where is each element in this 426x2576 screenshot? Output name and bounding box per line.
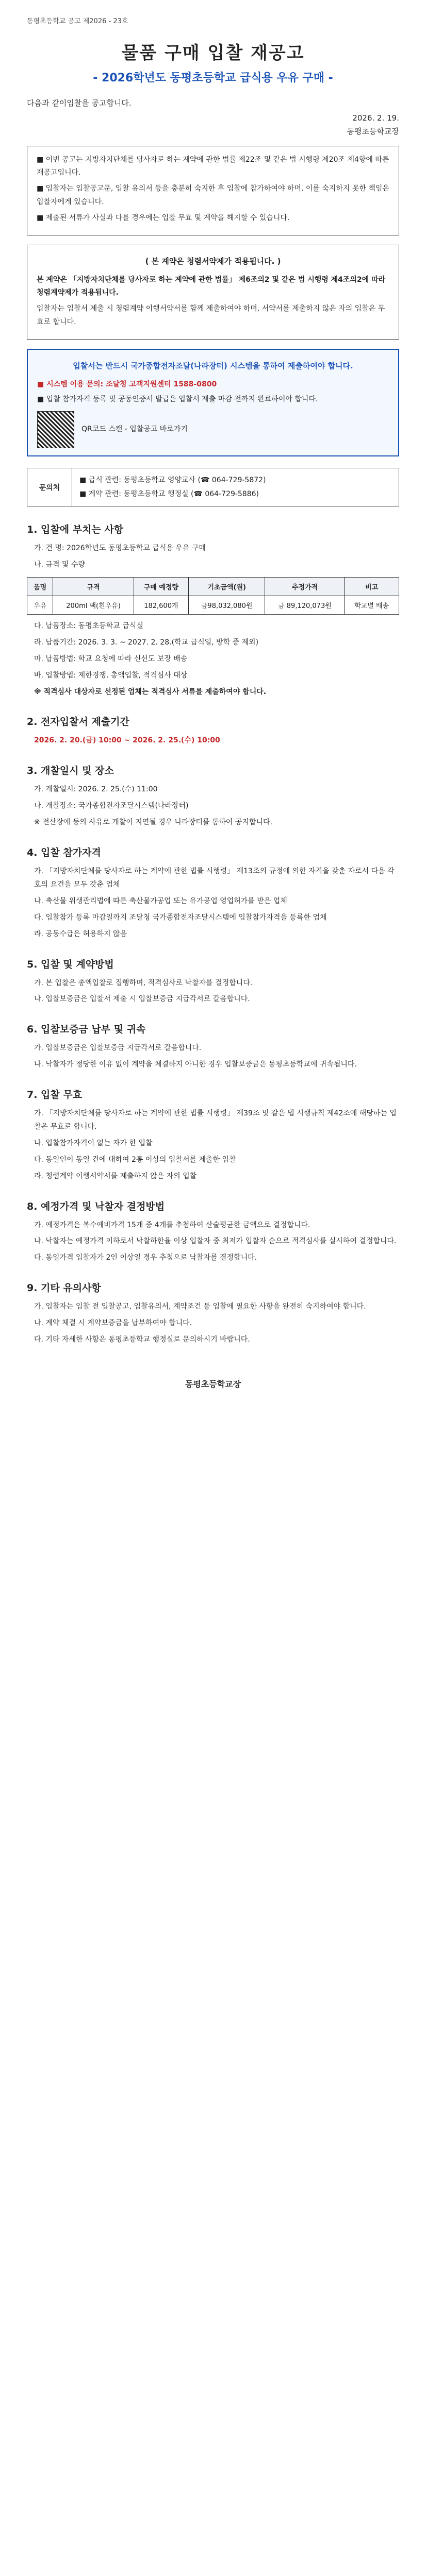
- s5-line: 가. 본 입찰은 총액입찰로 집행하며, 적격심사로 낙찰자를 결정합니다.: [34, 978, 253, 987]
- qr-row: [37, 411, 389, 448]
- section-9-head: 9. 기타 유의사항: [27, 1282, 101, 1294]
- contact-lines: [72, 468, 399, 506]
- s4-line: 다. 입찰참가 등록 마감일까지 조달청 국가종합전자조달시스템에 입찰참가자격을 등록한 업체: [34, 913, 327, 922]
- table-cell: 금98,032,080원: [188, 596, 265, 615]
- section-1-head: 1. 입찰에 부치는 사항: [27, 524, 124, 536]
- notice-date: 2026. 2. 19.: [352, 113, 399, 123]
- bid-rule-head: ( 본 계약은 청렴서약제가 적용됩니다. ): [145, 256, 281, 266]
- s1-line: 가. 건 명: 2026학년도 동평초등학교 급식용 우유 구매: [34, 544, 206, 553]
- s1-note: 라. 납품기간: 2026. 3. 3. ~ 2027. 2. 28.(학교 급식일, 방학 중 제외): [34, 638, 259, 647]
- s2-line: 2026. 2. 20.(금) 10:00 ~ 2026. 2. 25.(수) 10:00: [34, 736, 220, 745]
- intro-line: ■ 제출된 서류가 사실과 다를 경우에는 입찰 무효 및 계약을 해지할 수 있습니다.: [37, 213, 290, 222]
- qr-caption: QR코드 스캔 - 입찰공고 바로가기: [81, 425, 188, 434]
- g2b-head: 입찰서는 반드시 국가종합전자조달(나라장터) 시스템을 통하여 제출하여야 합니다.: [73, 361, 353, 370]
- contact-box: [27, 468, 399, 506]
- section-4-head: 4. 입찰 참가자격: [27, 847, 101, 859]
- table-header: 구매 예정량: [134, 578, 188, 596]
- s4-line: 나. 축산물 위생관리법에 따른 축산물가공업 또는 유가공업 영업허가를 받은 업체: [34, 896, 287, 905]
- s3-line: 나. 개찰장소: 국가종합전자조달시스템(나라장터): [34, 802, 189, 810]
- intro-line: ■ 입찰자는 입찰공고문, 입찰 유의서 등을 충분히 숙지한 후 입찰에 참가하여야 하며, 이를 숙지하지 못한 책임은 입찰자에게 있습니다.: [37, 184, 389, 206]
- s4-line: 가. 「지방자치단체를 당사자로 하는 계약에 관한 법률 시행령」 제13조의 규정에 의한 자격을 갖춘 자로서 다음 각 호의 요건을 모두 갖춘 업체: [34, 867, 395, 889]
- section-5: [27, 957, 399, 1007]
- notice-subtitle: - 2026학년도 동평초등학교 급식용 우유 구매 -: [93, 72, 333, 84]
- section-2: [27, 714, 399, 748]
- table-cell: 182,600개: [134, 596, 188, 615]
- section-4: [27, 845, 399, 941]
- section-8-head: 8. 예정가격 및 낙찰자 결정방법: [27, 1200, 165, 1212]
- s9-line: 가. 입찰자는 입찰 전 입찰공고, 입찰유의서, 계약조건 등 입찰에 필요한 사항을 완전히 숙지하여야 합니다.: [34, 1302, 366, 1311]
- table-header: 비고: [345, 578, 399, 596]
- intro-box: [27, 146, 399, 235]
- section-9: [27, 1280, 399, 1347]
- section-7: [27, 1087, 399, 1183]
- s1-note: 마. 납품방법: 학교 요청에 따라 신선도 보장 배송: [34, 654, 188, 663]
- table-row: [27, 596, 399, 615]
- notice-title: 물품 구매 입찰 재공고: [121, 43, 305, 63]
- bid-rule-line: 본 계약은 「지방자치단체를 당사자로 하는 계약에 관한 법률」 제6조의2 및 같은 법 시행령 제4조의2에 따라 청렴계약제가 적용됩니다.: [37, 275, 386, 297]
- s7-line: 다. 동일인이 동일 건에 대하여 2통 이상의 입찰서를 제출한 입찰: [34, 1155, 236, 1164]
- contact-line: ■ 급식 관련: 동평초등학교 영양교사 (☎ 064-729-5872): [79, 476, 266, 485]
- s9-line: 나. 계약 체결 시 계약보증금을 납부하여야 합니다.: [34, 1319, 192, 1328]
- s8-line: 가. 예정가격은 복수예비가격 15개 중 4개를 추첨하여 산술평균한 금액으로 결정합니다.: [34, 1221, 310, 1229]
- bid-rule-box: [27, 245, 399, 340]
- section-5-head: 5. 입찰 및 계약방법: [27, 958, 114, 970]
- s7-line: 가. 「지방자치단체를 당사자로 하는 계약에 관한 법률 시행령」 제39조 및 같은 법 시행규칙 제42조에 해당하는 입찰은 무효로 합니다.: [34, 1109, 397, 1131]
- g2b-box: [27, 349, 399, 456]
- intro-line: ■ 이번 공고는 지방자치단체를 당사자로 하는 계약에 관한 법률 제22조 및 같은 법 시행령 제20조 제4항에 따른 재공고입니다.: [37, 156, 389, 177]
- g2b-line: ■ 시스템 이용 문의: 조달청 고객지원센터 1588-0800: [37, 380, 217, 388]
- table-cell: 우유: [27, 596, 53, 615]
- table-cell: 학교별 배송: [345, 596, 399, 615]
- s6-line: 나. 낙찰자가 정당한 이유 없이 계약을 체결하지 아니한 경우 입찰보증금은 동평초등학교에 귀속됩니다.: [34, 1060, 357, 1069]
- doc-number: 동평초등학교 공고 제2026 - 23호: [27, 18, 128, 25]
- s5-line: 나. 입찰보증금은 입찰서 제출 시 입찰보증금 지급각서로 갈음합니다.: [34, 995, 250, 1004]
- bid-rule-line: 입찰자는 입찰서 제출 시 청렴계약 이행서약서를 함께 제출하여야 하며, 서약서를 제출하지 않은 자의 입찰은 무효로 합니다.: [37, 304, 385, 326]
- section-8: [27, 1199, 399, 1265]
- s8-line: 다. 동일가격 입찰자가 2인 이상일 경우 추첨으로 낙찰자를 결정합니다.: [34, 1253, 257, 1262]
- table-header: 추정가격: [265, 578, 345, 596]
- s7-line: 나. 입찰참가자격이 없는 자가 한 입찰: [34, 1139, 153, 1147]
- section-2-head: 2. 전자입찰서 제출기간: [27, 716, 129, 728]
- contact-line: ■ 계약 관련: 동평초등학교 행정실 (☎ 064-729-5886): [79, 489, 259, 498]
- s1-note: ※ 적격심사 대상자로 선정된 업체는 적격심사 서류를 제출하여야 합니다.: [34, 687, 267, 696]
- s6-line: 가. 입찰보증금은 입찰보증금 지급각서로 갈음합니다.: [34, 1044, 202, 1053]
- s3-line: 가. 개찰일시: 2026. 2. 25.(수) 11:00: [34, 785, 158, 794]
- lead-text: 다음과 같이입찰을 공고합니다.: [27, 98, 132, 108]
- table-header: 규격: [53, 578, 134, 596]
- table-header: 기초금액(원): [188, 578, 265, 596]
- table-cell: 200ml 팩(흰우유): [53, 596, 134, 615]
- g2b-line: ■ 입찰 참가자격 등록 및 공동인증서 발급은 입찰서 제출 마감 전까지 완료하여야 합니다.: [37, 395, 318, 403]
- table-header: 품명: [27, 578, 53, 596]
- s1-line: 나. 규격 및 수량: [34, 561, 85, 569]
- section-3: [27, 763, 399, 829]
- s8-line: 나. 낙찰자는 예정가격 이하로서 낙찰하한율 이상 입찰자 중 최저가 입찰자 순으로 적격심사를 실시하여 결정합니다.: [34, 1237, 397, 1246]
- s3-line: ※ 전산장애 등의 사유로 개찰이 지연될 경우 나라장터를 통하여 공지합니다.: [34, 818, 272, 827]
- s1-note: 바. 입찰방법: 제한경쟁, 총액입찰, 적격심사 대상: [34, 671, 188, 680]
- s7-line: 라. 청렴계약 이행서약서를 제출하지 않은 자의 입찰: [34, 1172, 197, 1180]
- item-table: [27, 577, 399, 615]
- notice-org: 동평초등학교장: [347, 127, 399, 136]
- section-7-head: 7. 입찰 무효: [27, 1089, 83, 1101]
- signature: 동평초등학교장: [185, 1379, 241, 1389]
- qr-code-icon[interactable]: [37, 411, 74, 448]
- s4-line: 라. 공동수급은 허용하지 않음: [34, 929, 127, 938]
- contact-label: 문의처: [27, 468, 72, 506]
- s1-note: 다. 납품장소: 동평초등학교 급식실: [34, 622, 143, 631]
- table-cell: 금 89,120,073원: [265, 596, 345, 615]
- section-6-head: 6. 입찰보증금 납부 및 귀속: [27, 1024, 146, 1036]
- section-6: [27, 1022, 399, 1072]
- section-1: [27, 522, 399, 699]
- s9-line: 다. 기타 자세한 사항은 동평초등학교 행정실로 문의하시기 바랍니다.: [34, 1335, 250, 1344]
- section-3-head: 3. 개찰일시 및 장소: [27, 765, 114, 777]
